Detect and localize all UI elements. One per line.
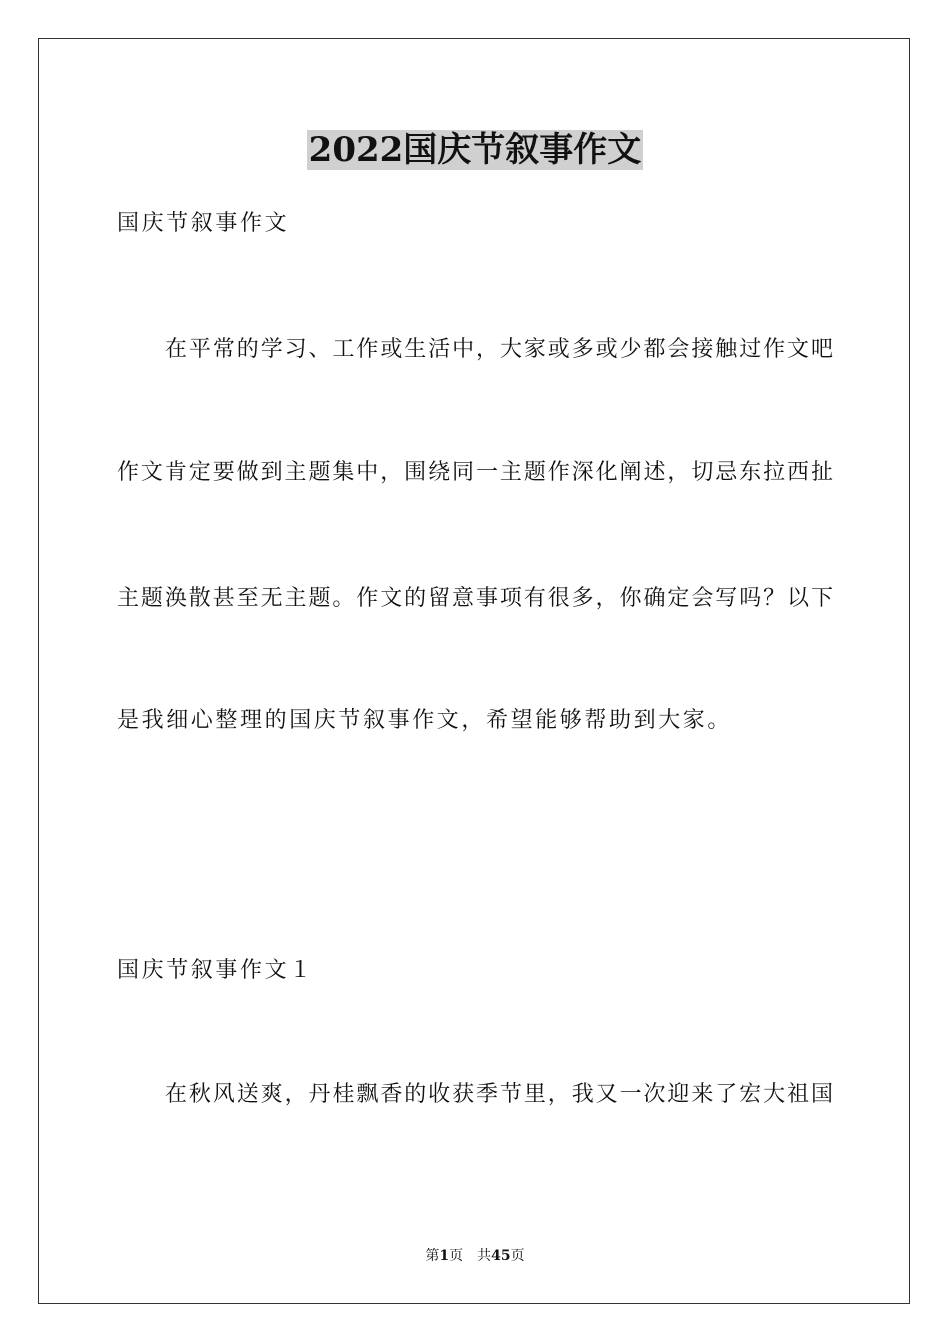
section-paragraph-line-1: 在秋风送爽，丹桂飘香的收获季节里，我又一次迎来了宏大祖国	[165, 1082, 833, 1107]
document-title	[0, 128, 950, 172]
intro-line-2: 作文肯定要做到主题集中，围绕同一主题作深化阐述，切忌东拉西扯	[117, 460, 833, 485]
document-title-text: 2022国庆节叙事作文	[308, 130, 642, 170]
section-heading: 国庆节叙事作文１	[117, 958, 314, 983]
page-footer	[0, 1247, 950, 1265]
footer-page-mid: 页 共	[449, 1248, 492, 1264]
document-subtitle: 国庆节叙事作文	[117, 211, 290, 236]
footer-page-suffix: 页	[510, 1248, 525, 1264]
footer-page-current: 1	[439, 1248, 450, 1264]
footer-page-total: 45	[491, 1248, 511, 1264]
footer-page-prefix: 第	[425, 1248, 440, 1264]
intro-line-4: 是我细心整理的国庆节叙事作文，希望能够帮助到大家。	[117, 708, 733, 733]
intro-line-1: 在平常的学习、工作或生活中，大家或多或少都会接触过作文吧	[165, 337, 833, 362]
intro-line-3: 主题涣散甚至无主题。作文的留意事项有很多，你确定会写吗？以下	[117, 586, 833, 611]
